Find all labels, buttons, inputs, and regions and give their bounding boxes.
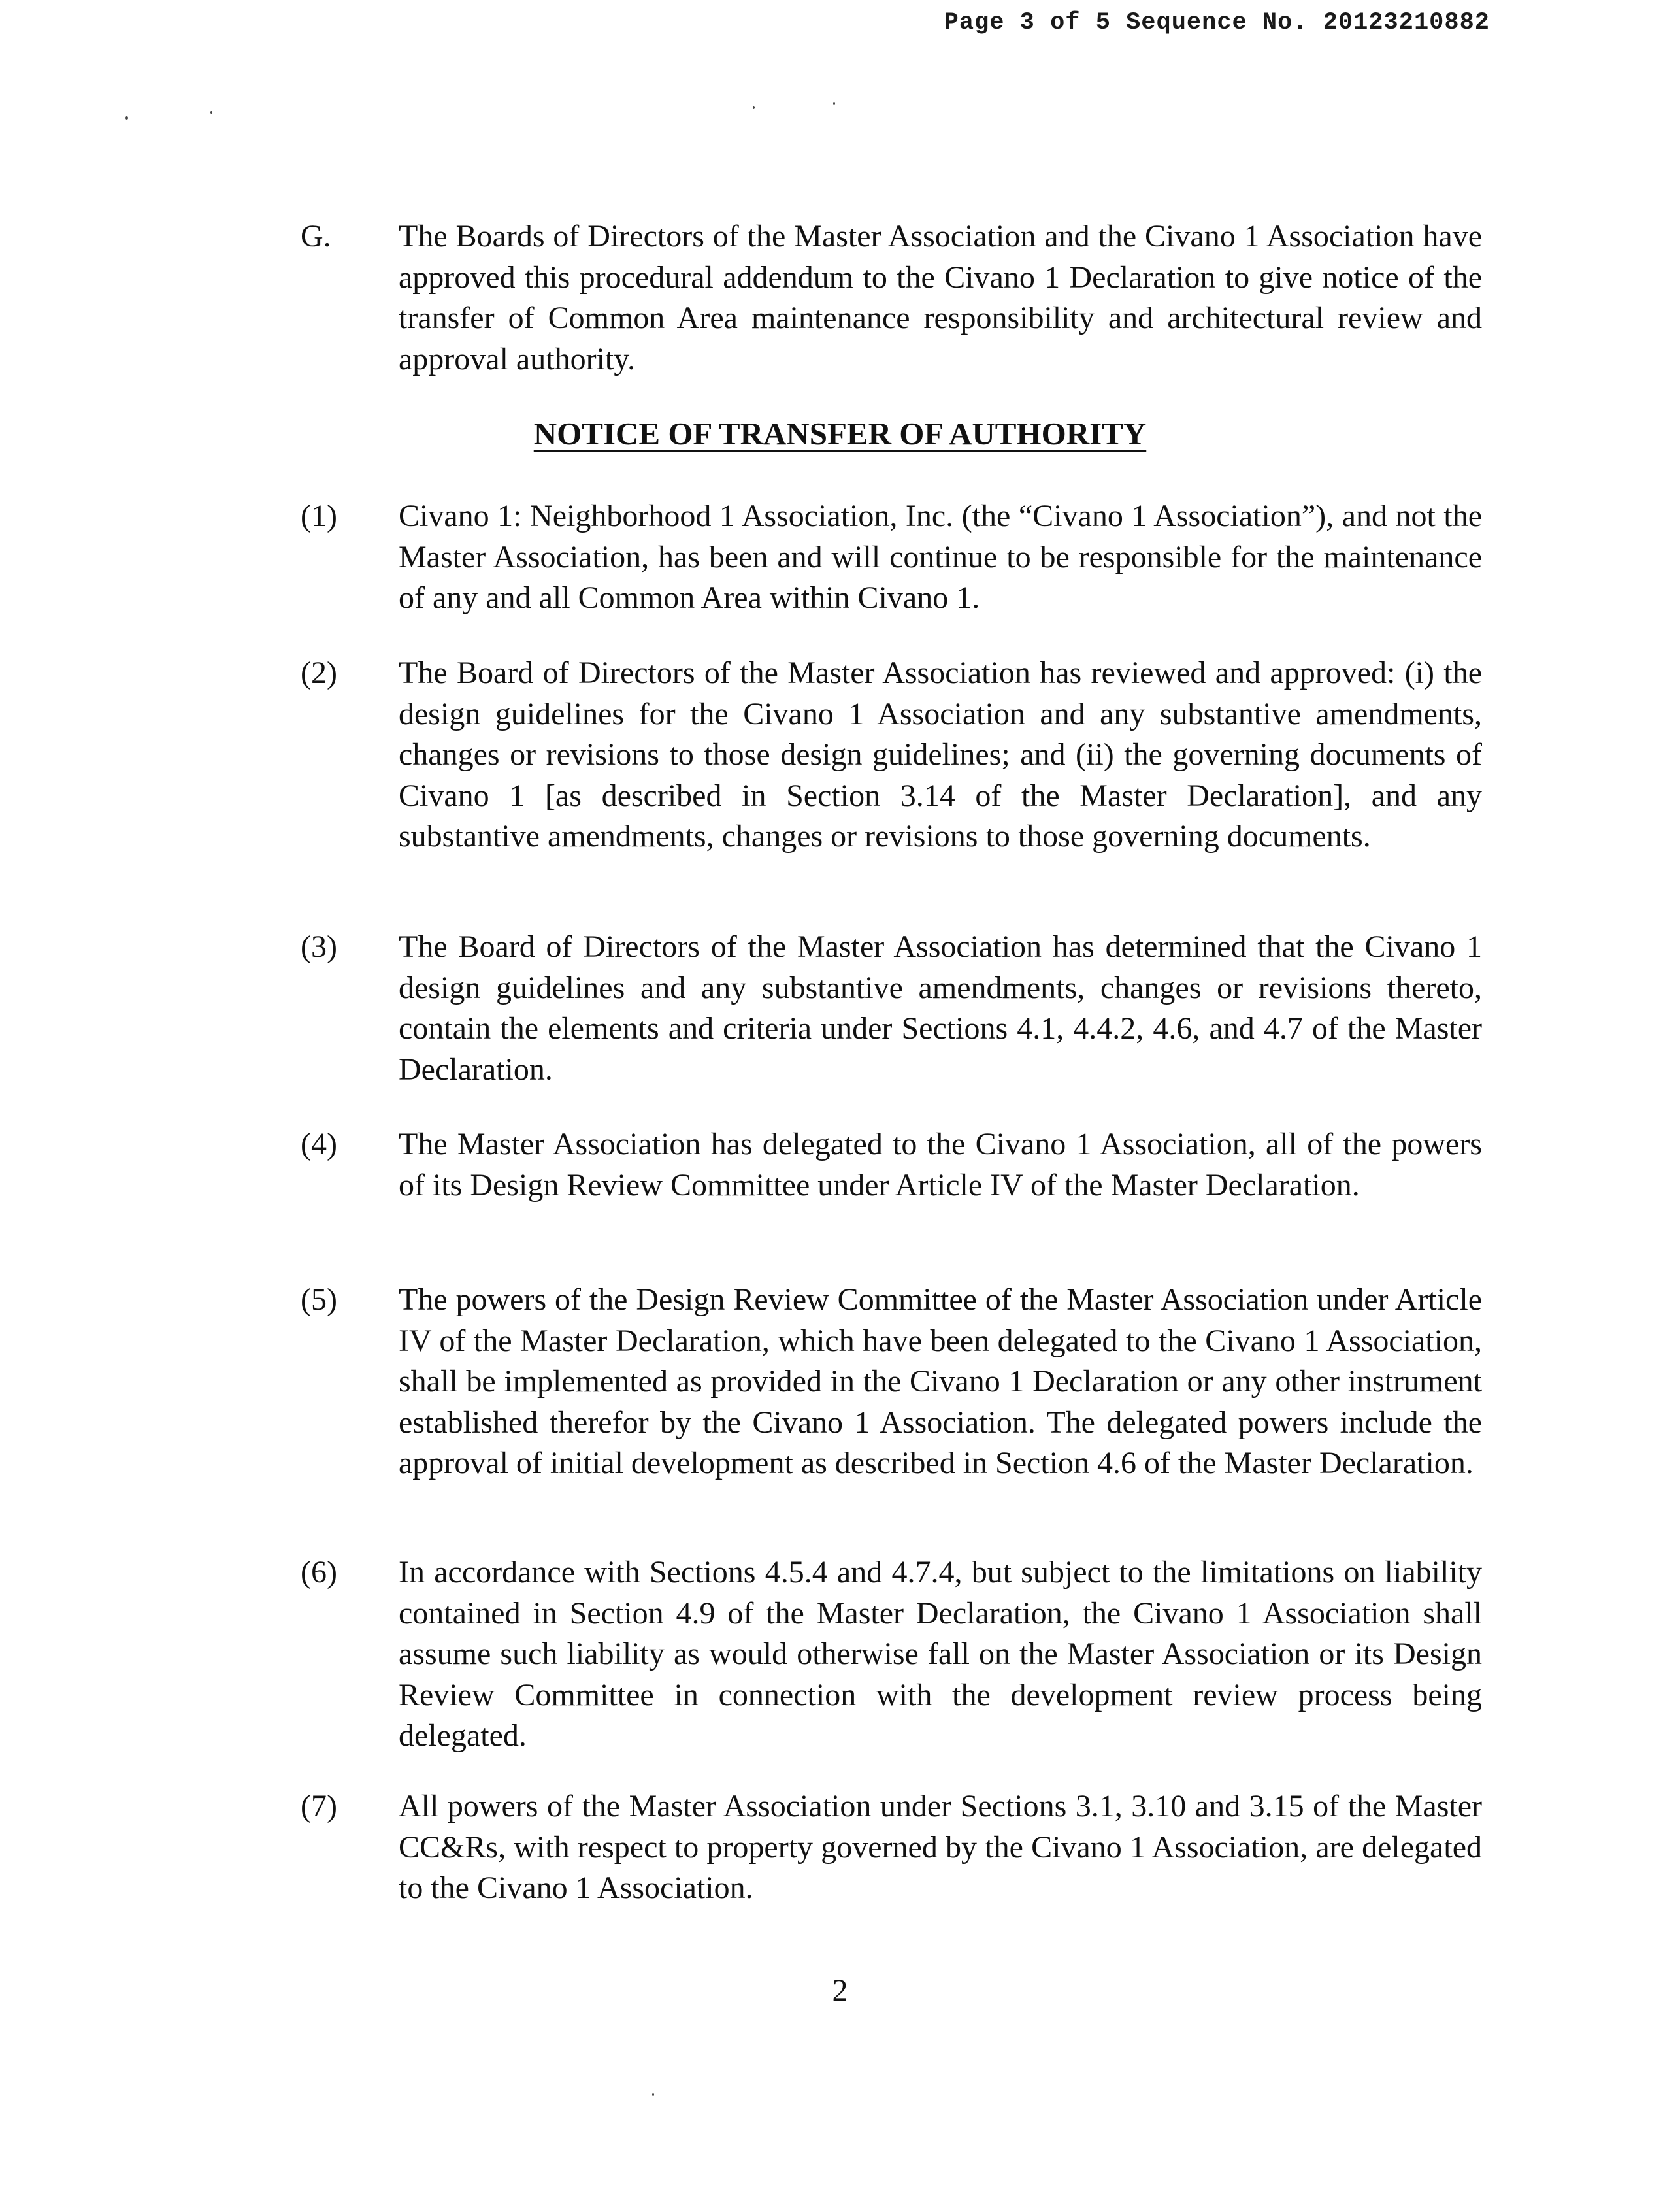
intro-paragraph: The Boards of Directors of the Master Association and the Civano 1 Association have approved this procedural addendum to the Civano 1 Declaration to give notice of the transfer of Common Area maintenance responsibility and architectural review and approval authority. (399, 219, 1482, 376)
item-text: The Board of Directors of the Master Association has determined that the Civano 1 design guidelines and any substantive amendments, changes or revisions thereto, contain the elements and criteria under Sections 4.1, 4.4.2, 4.6, and 4.7 of the Master Declaration. (399, 929, 1482, 1087)
scan-speck (833, 102, 835, 105)
scan-speck (210, 111, 212, 114)
item-label: (7) (301, 1789, 337, 1823)
item-label: (5) (301, 1282, 337, 1317)
item-text: The Master Association has delegated to the Civano 1 Association, all of the powers of its Design Review Committee under Article IV of the Master Declaration. (399, 1127, 1482, 1203)
item-label: (3) (301, 929, 337, 964)
paragraph-label: G. (301, 219, 331, 254)
item-label: (6) (301, 1555, 337, 1589)
page-number: 2 (832, 1973, 848, 2008)
scan-speck (125, 116, 128, 120)
item-text: All powers of the Master Association under Sections 3.1, 3.10 and 3.15 of the Master CC&Rs, with respect to property governed by the Civano 1 Association, are delegated to the Civano 1 Association. (399, 1789, 1482, 1905)
item-label: (2) (301, 656, 337, 690)
item-text: The powers of the Design Review Committee of the Master Association under Article IV of the Master Declaration, which have been delegated to the Civano 1 Association, shall be implemented as provided in the Civano 1 Declaration or any other instrument established therefor by the Civano 1 Association. The delegated powers include the approval of initial development as described in Section 4.6 of the Master Declaration. (399, 1282, 1482, 1480)
item-text: In accordance with Sections 4.5.4 and 4.7.4, but subject to the limitations on liability contained in Section 4.9 of the Master Declaration, the Civano 1 Association shall assume such liability as would otherwise fall on the Master Association or its Design Review Committee in connection with the development review process being delegated. (399, 1555, 1482, 1753)
section-heading: NOTICE OF TRANSFER OF AUTHORITY (533, 416, 1147, 452)
item-label: (4) (301, 1127, 337, 1161)
scan-speck (753, 106, 755, 109)
scan-speck (652, 2093, 654, 2096)
item-label: (1) (301, 499, 337, 533)
item-text: The Board of Directors of the Master Association has reviewed and approved: (i) the design guidelines for the Civano 1 Association and any substantive amendments, changes or revisions to those design guidelines; and (ii) the governing documents of Civano 1 [as described in Section 3.14 of the Master Declaration], and any substantive amendments, changes or revisions to those governing documents. (399, 656, 1482, 854)
item-text: Civano 1: Neighborhood 1 Association, Inc. (the “Civano 1 Association”), and not the Master Association, has been and will continue to be responsible for the maintenance of any and all Common Area within Civano 1. (399, 499, 1482, 615)
fax-header-stamp: Page 3 of 5 Sequence No. 20123210882 (944, 9, 1490, 37)
